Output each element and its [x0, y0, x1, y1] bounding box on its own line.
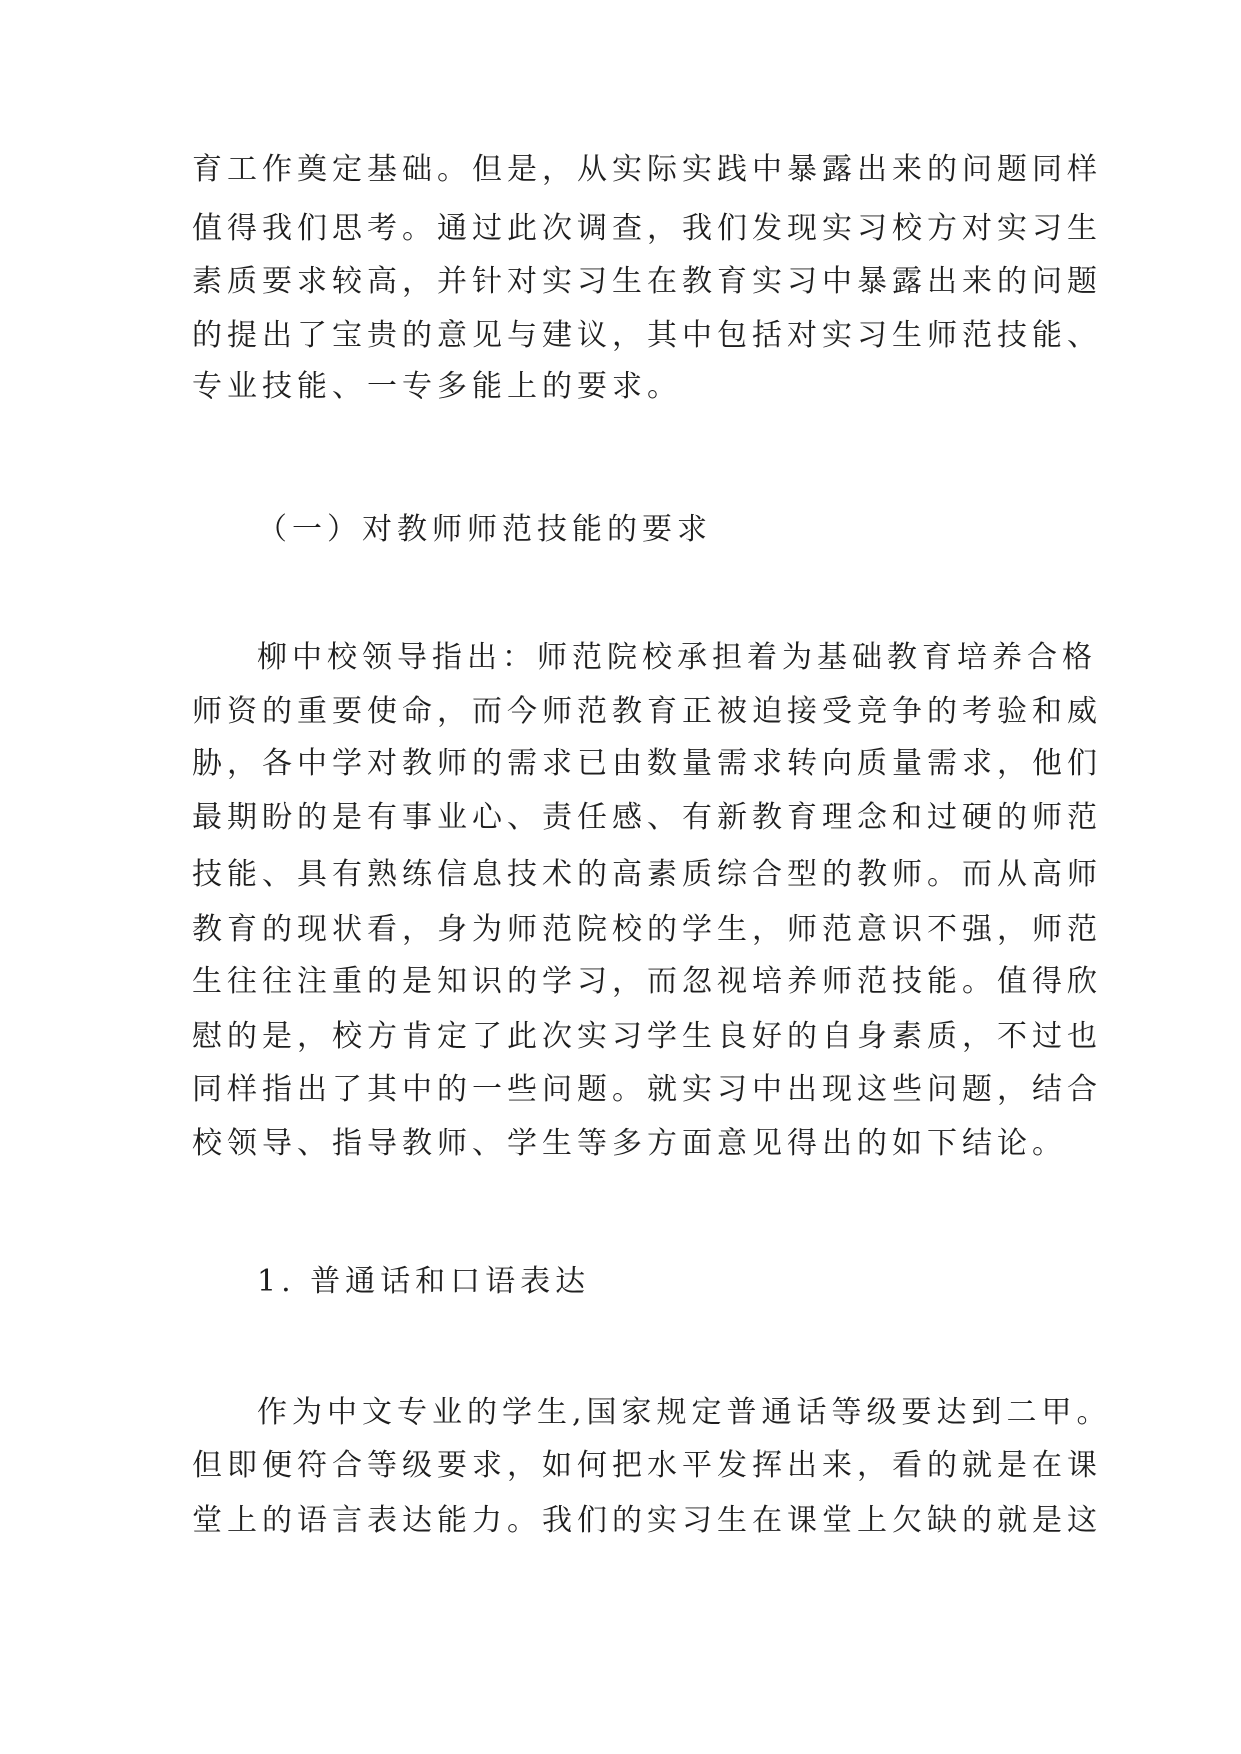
intro-line-5: 专业技能、一专多能上的要求。: [192, 369, 682, 404]
body-line-3: 胁，各中学对教师的需求已由数量需求转向质量需求，他们: [192, 746, 1102, 781]
intro-line-2: 值得我们思考。通过此次调查，我们发现实习校方对实习生: [192, 211, 1102, 246]
body-line-8: 慰的是，校方肯定了此次实习学生良好的自身素质，不过也: [192, 1019, 1102, 1054]
subheading-1: 1. 普通话和口语表达: [257, 1264, 591, 1299]
final-line-3: 堂上的语言表达能力。我们的实习生在课堂上欠缺的就是这: [192, 1503, 1102, 1538]
body-line-2: 师资的重要使命，而今师范教育正被迫接受竞争的考验和威: [192, 694, 1102, 729]
section-heading: （一）对教师师范技能的要求: [257, 512, 712, 547]
body-line-1: 柳中校领导指出：师范院校承担着为基础教育培养合格: [257, 640, 1097, 675]
body-line-4: 最期盼的是有事业心、责任感、有新教育理念和过硬的师范: [192, 800, 1102, 835]
final-line-1: 作为中文专业的学生,国家规定普通话等级要达到二甲。: [257, 1395, 1112, 1430]
body-line-10: 校领导、指导教师、学生等多方面意见得出的如下结论。: [192, 1126, 1067, 1161]
intro-line-3: 素质要求较高，并针对实习生在教育实习中暴露出来的问题: [192, 264, 1102, 299]
intro-line-4: 的提出了宝贵的意见与建议，其中包括对实习生师范技能、: [192, 318, 1102, 353]
body-line-7: 生往往注重的是知识的学习，而忽视培养师范技能。值得欣: [192, 964, 1102, 999]
body-line-9: 同样指出了其中的一些问题。就实习中出现这些问题，结合: [192, 1072, 1102, 1107]
intro-line-1: 育工作奠定基础。但是，从实际实践中暴露出来的问题同样: [192, 152, 1102, 187]
final-line-2: 但即便符合等级要求，如何把水平发挥出来，看的就是在课: [192, 1448, 1102, 1483]
body-line-5: 技能、具有熟练信息技术的高素质综合型的教师。而从高师: [192, 857, 1102, 892]
body-line-6: 教育的现状看，身为师范院校的学生，师范意识不强，师范: [192, 912, 1102, 947]
